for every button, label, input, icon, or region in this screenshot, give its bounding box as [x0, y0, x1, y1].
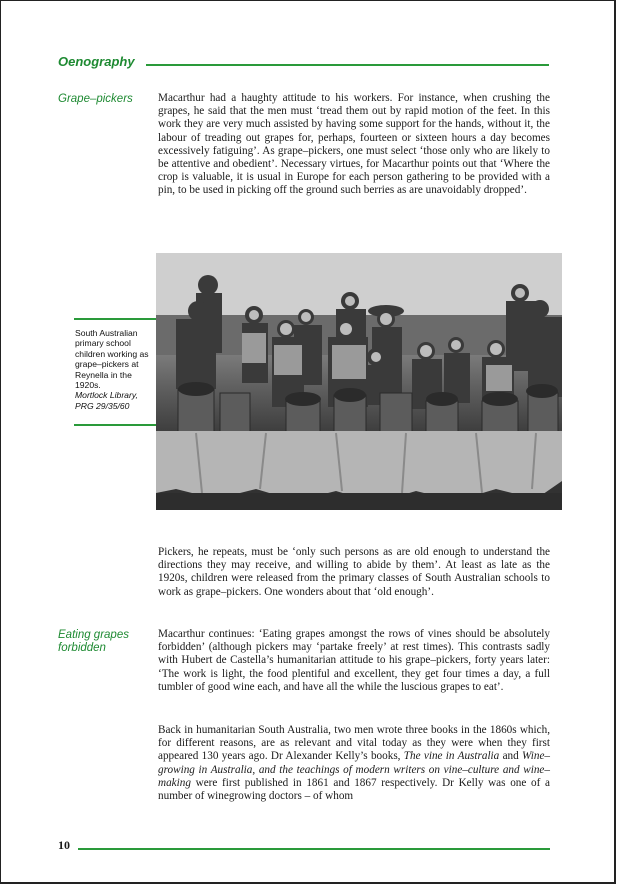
paragraph-3: Macarthur continues: ‘Eating grapes amongst the rows of vines should be absolutely forbidden’ (although pickers may ‘partake freely’ at rest times). This contrasts sadly with Hubert de Castella’s humanitarian attitude to his grape–pickers, forty years later: ‘The work is light, the food plentiful and excellent, they get four times a day, a full tumbler of good wine each, and have all the while the luscious grapes to eat’.	[158, 628, 550, 693]
section-heading-grape-pickers: Grape–pickers	[58, 93, 133, 105]
footer-rule	[78, 848, 550, 850]
photograph-grape-pickers	[156, 253, 562, 510]
paragraph-4-part-e: were first published in 1861 and 1867 respectively. Dr Kelly was one of a number of winegrowing doctors – of whom	[158, 776, 550, 803]
paragraph-4-part-c: and	[499, 750, 523, 763]
chapter-title: Oenography	[58, 54, 135, 69]
paragraph-2: Pickers, he repeats, must be ‘only such persons as are old enough to understand the directions they may receive, and willing to abide by them’. At least as late as the 1920s, children were released from the primary classes of South Australian schools to work as grape–pickers. One wonders about that ‘old enough’.	[158, 546, 550, 598]
caption-source: Mortlock Library, PRG 29/35/60	[75, 390, 138, 411]
paragraph-1: Macarthur had a haughty attitude to his workers. For instance, when crushing the grapes, he said that the men must ‘tread them out by rapid motion of the feet. In this work they are very much assisted by having some support for the hands, without it, the labour of treading out grapes for, perhaps, fourteen or sixteen hours a day becomes excessively fatiguing’. As grape–pickers, one must select ‘those only who are likely to be attentive and obedient’. Necessary virtues, for Macarthur points out that ‘Where the crop is valuable, it is usual in Europe for each person gathering to be provided with a pin, to be used in picking off the ground such berries as are unavoidably dropped’.	[158, 92, 550, 197]
page-number: 10	[58, 838, 70, 852]
book-title-vine-in-australia: The vine in Australia	[403, 750, 500, 763]
paragraph-4	[158, 724, 550, 803]
paragraph-4-part-a: Back in humanitarian South Australia, two men wrote three books in the 1860s which, for different reasons, are as relevant and vital today as they were when they first appeared 130 years ago. Dr Alexander Kelly’s books,	[158, 724, 550, 763]
section-heading-line-2: forbidden	[58, 642, 106, 654]
caption-text: South Australian primary school children working as grape–pickers at Reynella in the 1920s.	[75, 328, 149, 391]
photo-caption	[75, 328, 157, 411]
section-heading-line-1: Eating grapes	[58, 629, 129, 641]
book-title-wine-growing: Wine–growing in Australia, and the teachings of modern writers on vine–culture and wine–making	[158, 750, 551, 789]
caption-rule-bottom	[74, 424, 156, 426]
section-heading-eating-grapes	[58, 629, 129, 655]
header-rule	[146, 64, 549, 66]
caption-rule-top	[74, 318, 156, 320]
